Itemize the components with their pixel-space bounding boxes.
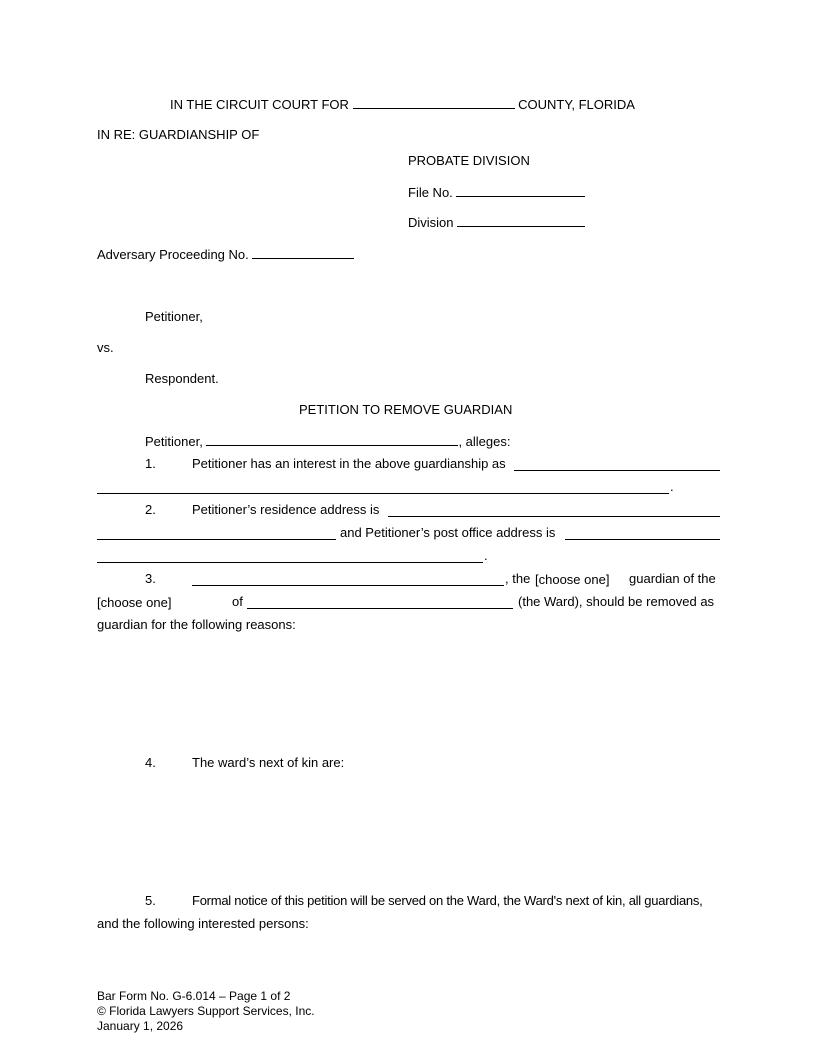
division-blank[interactable] [457,214,585,227]
p1-end: . [670,479,674,494]
vs-label: vs. [97,340,114,355]
footer-copyright: © Florida Lawyers Support Services, Inc. [97,1004,315,1018]
respondent-label: Respondent. [145,371,219,386]
p3-the: , the [505,571,531,586]
residence-address-blank-2[interactable] [97,539,336,540]
petitioner-name-blank[interactable] [206,433,458,446]
adversary-row: Adversary Proceeding No. [97,246,354,263]
file-no-row: File No. [408,184,585,201]
p2-end: . [484,548,488,563]
footer-form-no: Bar Form No. G-6.014 – Page 1 of 2 [97,989,291,1003]
p3-guardian-of-the: guardian of the [629,571,716,586]
p3-ward: (the Ward), should be removed as [518,594,715,609]
ward-type-dropdown[interactable]: [choose one] [97,595,172,610]
p1-interest-blank[interactable] [514,470,720,471]
county-blank[interactable] [353,96,515,109]
p4-text: The ward’s next of kin are: [192,755,345,770]
p3-number: 3. [145,571,156,586]
intro-row: Petitioner, , alleges: [145,434,511,449]
p5-line2: and the following interested persons: [97,916,309,931]
petitioner-label: Petitioner, [145,309,203,324]
p3-line3: guardian for the following reasons: [97,617,296,632]
residence-address-blank[interactable] [388,516,720,517]
adversary-no-blank[interactable] [252,246,354,259]
p2-text: Petitioner’s residence address is [192,502,380,517]
p2-number: 2. [145,502,156,517]
division-row: Division [408,214,585,231]
po-address-blank[interactable] [565,539,720,540]
probate-division: PROBATE DIVISION [408,153,530,168]
p3-of: of [232,594,243,609]
p1-number: 1. [145,456,156,471]
p2-mid: and Petitioner’s post office address is [340,525,556,540]
p1-interest-blank-2[interactable] [97,493,669,494]
p1-text: Petitioner has an interest in the above guardianship as [192,456,506,471]
p4-number: 4. [145,755,156,770]
in-re-label: IN RE: GUARDIANSHIP OF [97,127,260,142]
po-address-blank-2[interactable] [97,562,483,563]
guardian-name-blank[interactable] [192,585,504,586]
file-no-blank[interactable] [456,184,585,197]
footer-date: January 1, 2026 [97,1019,184,1033]
court-caption: IN THE CIRCUIT COURT FOR COUNTY, FLORIDA [170,97,635,112]
guardian-type-dropdown[interactable]: [choose one] [535,572,610,587]
page-title: PETITION TO REMOVE GUARDIAN [299,402,513,417]
p5-number: 5. [145,893,156,908]
p5-text: Formal notice of this petition will be served on the Ward, the Ward's next of kin, all guardians, [192,893,703,908]
ward-name-blank[interactable] [247,608,513,609]
